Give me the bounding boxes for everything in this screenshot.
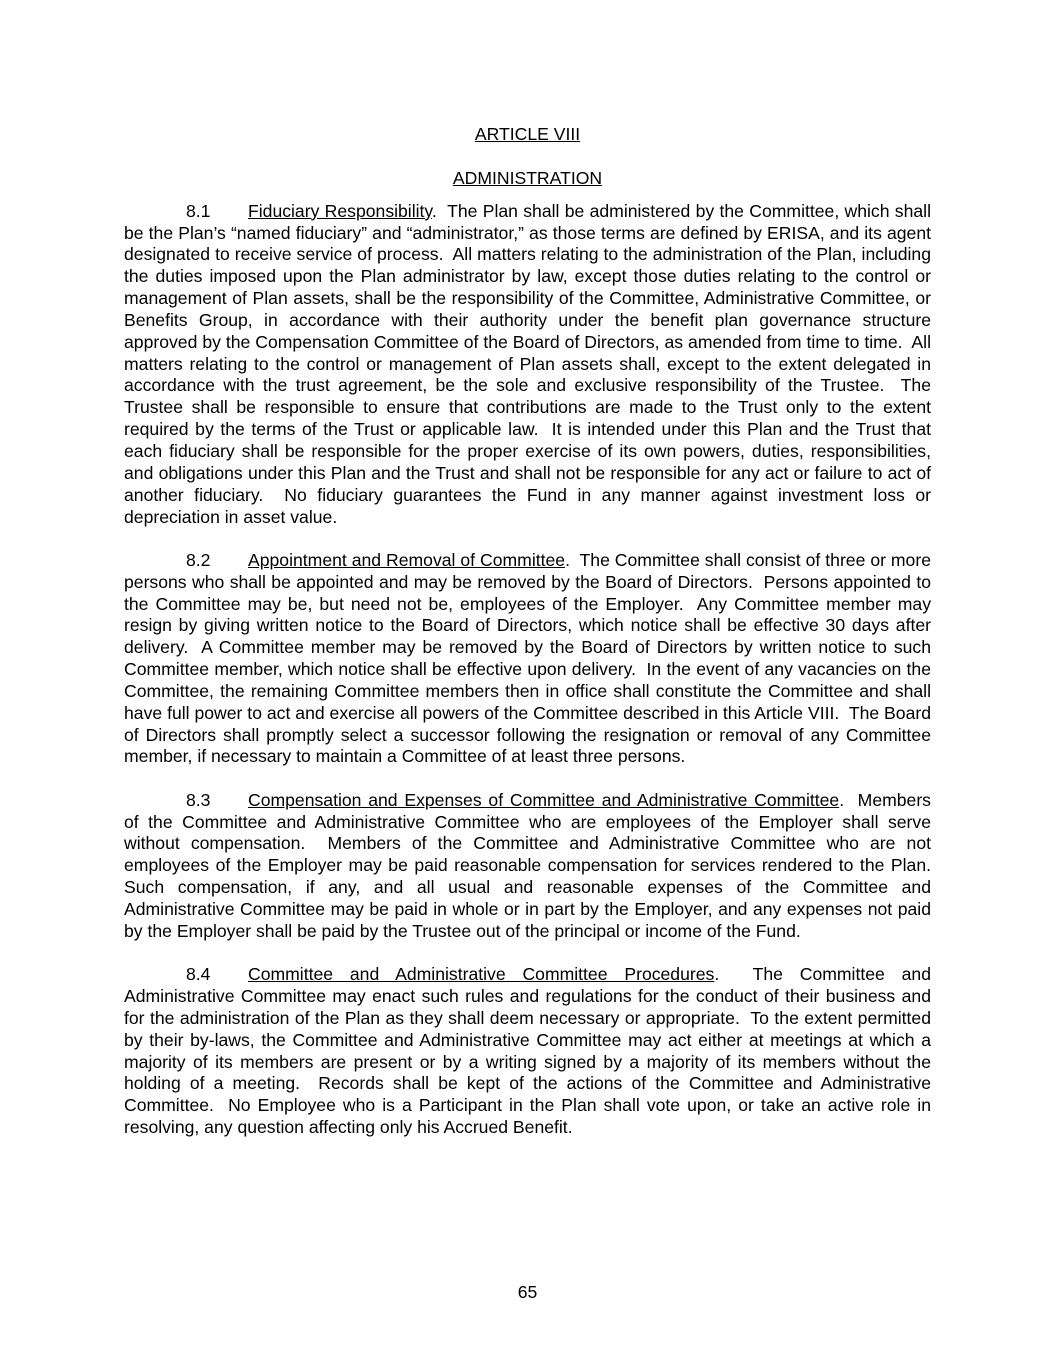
section-title: Fiduciary Responsibility xyxy=(248,200,432,221)
section-number: 8.3 xyxy=(186,789,211,810)
section-title: Compensation and Expenses of Committee and Administrative Committee xyxy=(248,789,840,810)
section-body: The Plan shall be administered by the Committee, which shall be the Plan’s “named fiduciary” and “administrator,” as those terms are defined by ERISA, and its agent designated to receive service of process. All matters relating to the administration of the Plan, including the duties imposed upon the Plan administrator by law, except those duties relating to the control or management of Plan assets, shall be the responsibility of the Committee, Administrative Committee, or Benefits Group, in accordance with their authority under the benefit plan governance structure approved by the Compensation Committee of the Board of Directors, as amended from time to time. All matters relating to the control or management of Plan assets shall, except to the extent delegated in accordance with the trust agreement, be the sole and exclusive responsibility of the Trustee. The Trustee shall be responsible to ensure that contributions are made to the Trust only to the extent required by the terms of the Trust or applicable law. It is intended under this Plan and the Trust that each fiduciary shall be responsible for the proper exercise of its own powers, duties, responsibilities, and obligations under this Plan and the Trust and shall not be responsible for any act or failure to act of another fiduciary. No fiduciary guarantees the Fund in any manner against investment loss or depreciation in asset value. xyxy=(124,200,936,527)
section-number: 8.4 xyxy=(186,964,211,985)
section-title-punct: . xyxy=(714,964,720,985)
section-number: 8.1 xyxy=(186,200,211,221)
document-page xyxy=(124,124,941,1160)
section-8-3 xyxy=(124,789,941,943)
section-title-punct: . xyxy=(431,200,437,221)
section-title-punct: . xyxy=(839,789,845,810)
section-title-punct: . xyxy=(565,549,570,570)
section-8-4 xyxy=(124,964,936,1139)
section-8-2 xyxy=(124,549,936,768)
section-title: Committee and Administrative Committee Procedures xyxy=(248,964,715,985)
section-body: The Committee and Administrative Committee may enact such rules and regulations for the conduct of their business and for the administration of the Plan as they shall deem necessary or appropriate. To the extent permitted by their by-laws, the Committee and Administrative Committee may act either at meetings at which a majority of its members are present or by a writing signed by a majority of its members without the holding of a meeting. Records shall be kept of the actions of the Committee and Administrative Committee. No Employee who is a Participant in the Plan shall vote upon, or take an active role in resolving, any question affecting only his Accrued Benefit. xyxy=(124,964,936,1138)
section-number: 8.2 xyxy=(186,549,211,570)
section-title: Appointment and Removal of Committee xyxy=(248,549,566,570)
article-subtitle: ADMINISTRATION xyxy=(452,167,603,188)
section-8-1 xyxy=(124,200,936,529)
page-number: 65 xyxy=(517,1282,538,1302)
article-title: ARTICLE VIII xyxy=(474,124,581,144)
section-body: Members of the Committee and Administrative Committee who are employees of the Employer shall serve without compensation. Members of the Committee and Administrative Committee who are not employees of the Employer may be paid reasonable compensation for services rendered to the Plan. Such compensation, if any, and all usual and reasonable expenses of the Committee and Administrative Committee may be paid in whole or in part by the Employer, and any expenses not paid by the Employer shall be paid by the Trustee out of the principal or income of the Fund. xyxy=(124,789,941,941)
section-body: The Committee shall consist of three or more persons who shall be appointed and may be removed by the Board of Directors. Persons appointed to the Committee may be, but need not be, employees of the Employer. Any Committee member may resign by giving written notice to the Board of Directors, which notice shall be effective 30 days after delivery. A Committee member may be removed by the Board of Directors by written notice to such Committee member, which notice shall be effective upon delivery. In the event of any vacancies on the Committee, the remaining Committee members then in office shall constitute the Committee and shall have full power to act and exercise all powers of the Committee described in this Article VIII. The Board of Directors shall promptly select a successor following the resignation or removal of any Committee member, if necessary to maintain a Committee of at least three persons. xyxy=(124,549,936,767)
